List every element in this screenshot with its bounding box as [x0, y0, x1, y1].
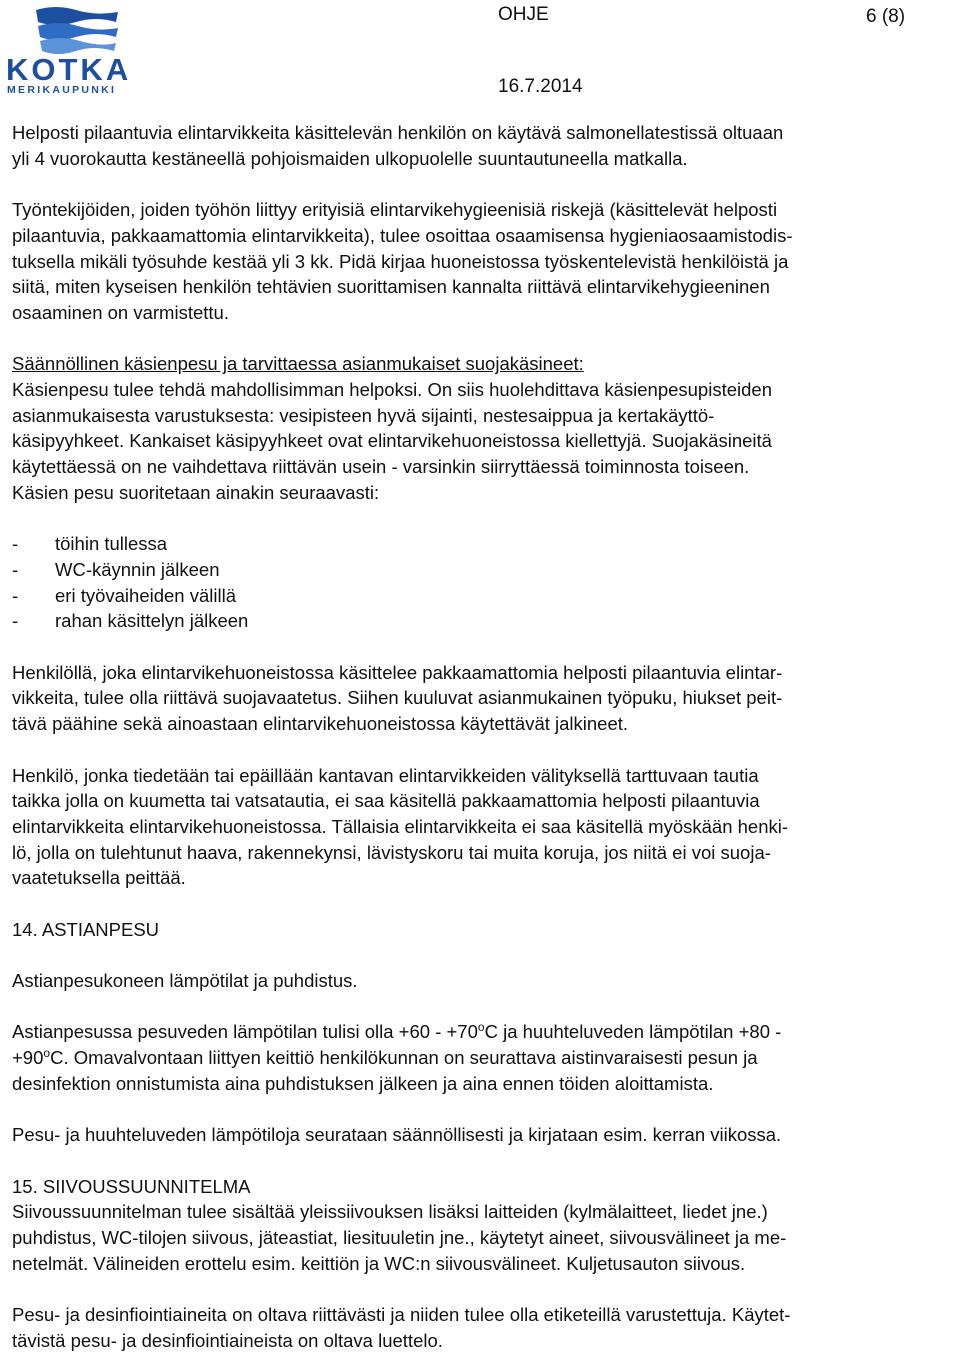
kotka-logo-graphic: [6, 4, 140, 94]
text-line: käsipyyhkeet. Kankaiset käsipyyhkeet ovat elintarvikehuoneistossa kiellettyjä. Suojakäsineitä: [12, 430, 772, 452]
text-line: Helposti pilaantuvia elintarvikkeita käsittelevän henkilön on käytävä salmonellatestissä oltuaan: [12, 122, 784, 143]
handwashing-list: [12, 531, 956, 634]
kotka-logo: [6, 4, 140, 94]
list-item: [12, 557, 956, 583]
text-line: osaaminen on varmistettu.: [12, 301, 229, 323]
text-line: yli 4 vuorokautta kestäneellä pohjoismaiden ulkopuolelle suuntautuneella matkalla.: [12, 147, 688, 169]
list-item-text: rahan käsittelyn jälkeen: [55, 610, 249, 632]
list-dash: -: [12, 610, 19, 632]
list-item-text: eri työvaiheiden välillä: [55, 584, 236, 606]
document-body: [12, 120, 956, 1354]
paragraph-protective-clothing: [12, 660, 956, 737]
list-dash: -: [12, 558, 19, 580]
paragraph-dishwasher-temps: Astianpesukoneen lämpötilat ja puhdistus.: [12, 970, 358, 992]
text-line: puhdistus, WC-tilojen siivous, jäteastiat, liesituuletin jne., käytetyt aineet, siivousvälineet ja me-: [12, 1227, 787, 1249]
list-dash: -: [12, 533, 19, 555]
list-item: [12, 608, 956, 634]
paragraph-wash-temperatures: [12, 1019, 956, 1096]
section-heading-15: 15. SIIVOUSSUUNNITELMA: [12, 1175, 251, 1197]
text-line: käytettäessä on ne vaihdettava riittävän usein - varsinkin siirryttäessä toiminnosta toiseen.: [12, 456, 750, 478]
paragraph-cleaning-plan: [12, 1199, 956, 1276]
text-segment: +90: [12, 1047, 44, 1069]
text-segment: Astianpesussa pesuveden lämpötilan tulisi olla +60 - +70: [12, 1021, 478, 1043]
text-line: pilaantuvia, pakkaamattomia elintarvikkeita), tulee osoittaa osaamisensa hygieniaosaamistodis-: [12, 224, 793, 246]
list-item-text: WC-käynnin jälkeen: [55, 558, 220, 580]
logo-wordmark: KOTKA: [6, 52, 132, 87]
logo-subtitle: MERIKAUPUNKI: [7, 84, 117, 94]
text-line: Käsien pesu suoritetaan ainakin seuraavasti:: [12, 481, 380, 503]
text-line: Siivoussuunnitelman tulee sisältää yleissiivouksen lisäksi laitteiden (kylmälaitteet, liedet jne.): [12, 1201, 768, 1223]
logo-flag-stripe: [36, 7, 118, 25]
text-line: Työntekijöiden, joiden työhön liittyy erityisiä elintarvikehygieenisiä riskejä (käsittelevät helposti: [12, 199, 778, 221]
text-line: tuksella mikäli työsuhde kestää yli 3 kk. Pidä kirjaa huoneistossa työskentelevistä henkilöistä ja: [12, 250, 789, 272]
text-line: Henkilöllä, joka elintarvikehuoneistossa käsittelee pakkaamattomia helposti pilaantuvia elintar-: [12, 661, 783, 683]
text-segment: C. Omavalvontaan liittyen keittiö henkilökunnan on seurattava aistinvaraisesti pesun ja: [50, 1047, 758, 1069]
degree-mark: o: [477, 1020, 485, 1035]
paragraph-illness: [12, 763, 956, 892]
text-line: tävistä pesu- ja desinfiointiaineista on oltava luettelo.: [12, 1329, 443, 1351]
handwashing-heading: Säännöllinen käsienpesu ja tarvittaessa asianmukaiset suojakäsineet:: [12, 353, 584, 375]
text-line: netelmät. Välineiden erottelu esim. keittiön ja WC:n siivousvälineet. Kuljetusauton siivous.: [12, 1252, 746, 1274]
section-heading-14: 14. ASTIANPESU: [12, 918, 160, 940]
list-item: [12, 531, 956, 557]
document-type: OHJE: [498, 4, 549, 25]
paragraph-temperature-monitoring: Pesu- ja huuhteluveden lämpötiloja seurataan säännöllisesti ja kirjataan esim. kerran viikossa.: [12, 1124, 782, 1146]
document-date: 16.7.2014: [498, 76, 583, 97]
text-line: Henkilö, jonka tiedetään tai epäillään kantavan elintarvikkeiden välityksellä tarttuvaan tautia: [12, 764, 759, 786]
text-line: Käsienpesu tulee tehdä mahdollisimman helpoksi. On siis huolehdittava käsienpesupisteiden: [12, 379, 772, 400]
degree-mark: o: [43, 1046, 51, 1061]
text-line: vikkeita, tulee olla riittävä suojavaatetus. Siihen kuuluvat asianmukainen työpuku, hiukset peit-: [12, 687, 783, 709]
page-number: 6 (8): [866, 6, 906, 27]
text-line: Pesu- ja desinfiointiaineita on oltava riittävästi ja niiden tulee olla etiketeillä varustettuja. Käytet-: [12, 1304, 791, 1326]
text-line: elintarvikkeita elintarvikehuoneistossa. Tällaisia elintarvikkeita ei saa käsitellä myöskään henki-: [12, 815, 789, 837]
paragraph-salmonella: [12, 120, 956, 171]
list-item: [12, 583, 956, 609]
text-line: asianmukaisesta varustuksesta: vesipisteen hyvä sijainti, nestesaippua ja kertakäyttö-: [12, 404, 715, 426]
list-dash: -: [12, 584, 19, 606]
text-line: vaatetuksella peittää.: [12, 867, 186, 889]
text-line: desinfektion onnistumista aina puhdistuksen jälkeen ja aina ennen töiden aloittamista.: [12, 1072, 714, 1094]
text-line: taikka jolla on kuumetta tai vatsatautia, ei saa käsitellä pakkaamattomia helposti pilaantuvia: [12, 790, 760, 812]
paragraph-hygiene-certificate: [12, 197, 956, 326]
text-segment: C ja huuhteluveden lämpötilan +80 -: [484, 1021, 782, 1043]
text-line: tävä päähine sekä ainoastaan elintarvikehuoneistossa käytettävät jalkineet.: [12, 713, 629, 735]
list-item-text: töihin tullessa: [55, 533, 168, 555]
text-line: siitä, miten kyseisen henkilön tehtävien suorittamisen kannalta riittävä elintarvikehygieeninen: [12, 276, 770, 298]
logo-flag-stripe: [38, 23, 118, 40]
text-line: lö, jolla on tulehtunut haava, rakennekynsi, lävistyskoru tai muita koruja, jos niitä ei voi suoja-: [12, 841, 771, 863]
paragraph-handwashing: [12, 351, 956, 505]
paragraph-detergents: [12, 1302, 956, 1353]
